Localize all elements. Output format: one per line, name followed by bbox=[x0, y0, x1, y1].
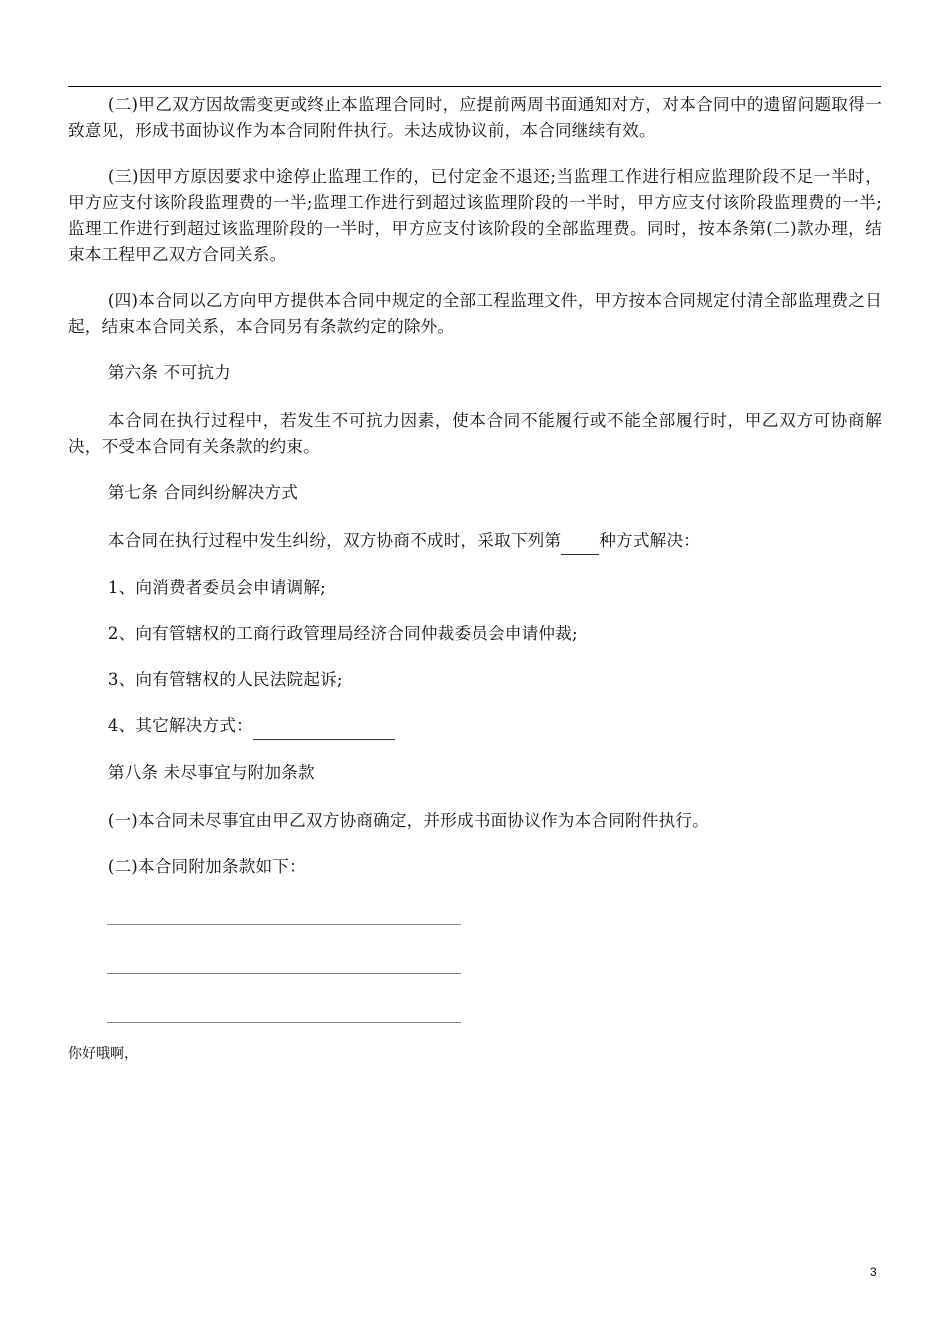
additional-terms-blank-line bbox=[107, 973, 461, 974]
option-3: 3、向有管辖权的人民法院起诉; bbox=[107, 670, 343, 689]
document-body bbox=[68, 92, 882, 1071]
additional-terms-blank-line bbox=[107, 924, 461, 925]
heading-article-6: 第六条 不可抗力 bbox=[107, 363, 231, 382]
paragraph-clause-5-4: (四)本合同以乙方向甲方提供本合同中规定的全部工程监理文件，甲方按本合同规定付清全部监理费之日起，结束本合同关系，本合同另有条款约定的除外。 bbox=[68, 291, 882, 336]
dispute-text-end: 种方式解决： bbox=[599, 531, 701, 550]
heading-article-7: 第七条 合同纠纷解决方式 bbox=[107, 483, 299, 502]
closing-text: 你好哦啊， bbox=[68, 1046, 138, 1062]
paragraph-force-majeure: 本合同在执行过程中，若发生不可抗力因素，使本合同不能履行或不能全部履行时，甲乙双方可协商解决，不受本合同有关条款的约束。 bbox=[68, 411, 882, 456]
paragraph-dispute-method bbox=[68, 528, 882, 555]
option-1: 1、向消费者委员会申请调解; bbox=[107, 578, 326, 597]
dispute-text-start: 本合同在执行过程中发生纠纷，双方协商不成时，采取下列第 bbox=[107, 531, 562, 550]
heading-article-8: 第八条 未尽事宜与附加条款 bbox=[107, 763, 315, 782]
paragraph-clause-8-2: (二)本合同附加条款如下： bbox=[107, 857, 306, 876]
page-number: 3 bbox=[870, 1265, 877, 1279]
additional-terms-blank-line bbox=[107, 1022, 461, 1023]
paragraph-clause-8-1: (一)本合同未尽事宜由甲乙双方协商确定，并形成书面协议作为本合同附件执行。 bbox=[107, 811, 709, 830]
header-rule bbox=[68, 86, 881, 87]
method-number-blank bbox=[561, 528, 599, 555]
option-2: 2、向有管辖权的工商行政管理局经济合同仲裁委员会申请仲裁; bbox=[107, 624, 578, 643]
other-method-blank bbox=[253, 713, 395, 740]
option-4-label: 4、其它解决方式： bbox=[107, 716, 253, 735]
paragraph-clause-5-3: (三)因甲方原因要求中途停止监理工作的，已付定金不退还;当监理工作进行相应监理阶段不足一半时，甲方应支付该阶段监理费的一半;监理工作进行到超过该监理阶段的一半时，甲方应支付该阶段监理费的一半;监理工作进行到超过该监理阶段的一半时，甲方应支付该阶段的全部监理费。同时，按本条第(二)款办理，结束本工程甲乙双方合同关系。 bbox=[68, 167, 882, 264]
option-4 bbox=[68, 713, 882, 740]
paragraph-clause-5-2: (二)甲乙双方因故需变更或终止本监理合同时，应提前两周书面通知对方，对本合同中的遗留问题取得一致意见，形成书面协议作为本合同附件执行。未达成协议前，本合同继续有效。 bbox=[68, 95, 882, 140]
